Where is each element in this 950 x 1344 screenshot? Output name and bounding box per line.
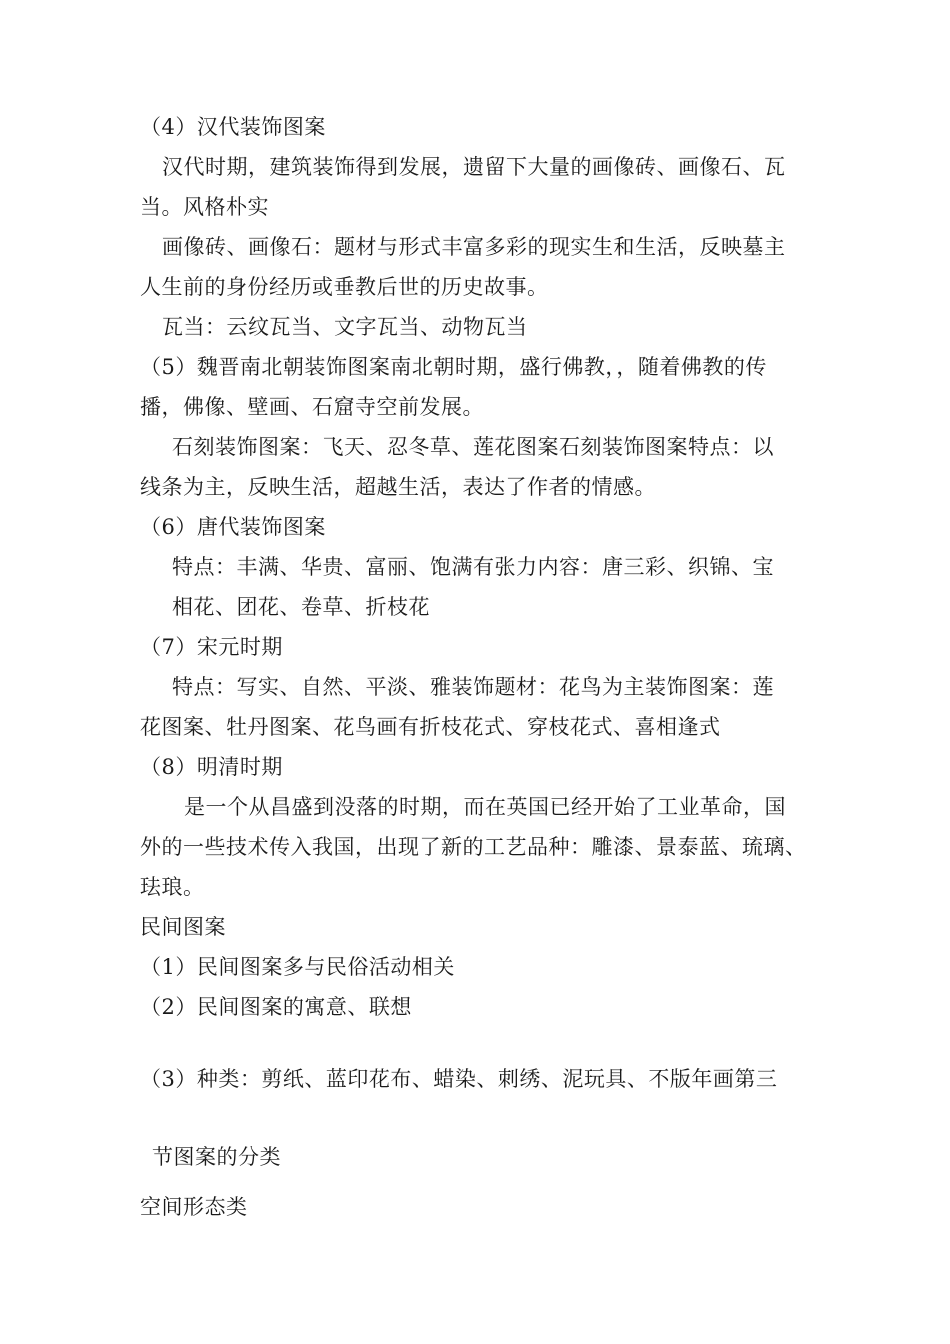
heading-weijin: （5）魏晋南北朝装饰图案南北朝时期，盛行佛教，，随着佛教的传 [140, 355, 767, 379]
paragraph-line: 珐琅。 [140, 875, 205, 899]
list-item: （2）民间图案的寓意、联想 [140, 995, 412, 1019]
paragraph-line: 相花、团花、卷草、折枝花 [172, 595, 430, 619]
paragraph-line: 石刻装饰图案：飞天、忍冬草、莲花图案石刻装饰图案特点：以 [172, 435, 774, 459]
paragraph-line: 播，佛像、壁画、石窟寺空前发展。 [140, 395, 484, 419]
paragraph-line: 外的一些技术传入我国，出现了新的工艺品种：雕漆、景泰蓝、琉璃、 [140, 835, 807, 859]
paragraph-line: 当。风格朴实 [140, 195, 269, 219]
list-item: （1）民间图案多与民俗活动相关 [140, 955, 455, 979]
paragraph-line: 汉代时期，建筑装饰得到发展，遗留下大量的画像砖、画像石、瓦 [162, 155, 786, 179]
list-item: （3）种类：剪纸、蓝印花布、蜡染、刺绣、泥玩具、不版年画第三 [140, 1067, 778, 1091]
heading-tang: （6）唐代装饰图案 [140, 515, 326, 539]
section-folk-patterns: 民间图案 [140, 915, 226, 939]
paragraph-line: 瓦当：云纹瓦当、文字瓦当、动物瓦当 [162, 315, 528, 339]
heading-songyuan: （7）宋元时期 [140, 635, 283, 659]
paragraph-line: 线条为主，反映生活，超越生活，表达了作者的情感。 [140, 475, 656, 499]
subsection-title: 空间形态类 [140, 1195, 248, 1219]
paragraph-line: 特点：丰满、华贵、富丽、饱满有张力内容：唐三彩、织锦、宝 [172, 555, 774, 579]
paragraph-line: 画像砖、画像石：题材与形式丰富多彩的现实生和生活，反映墓主 [162, 235, 786, 259]
section-title: 节图案的分类 [152, 1145, 281, 1169]
paragraph-line: 是一个从昌盛到没落的时期，而在英国已经开始了工业革命，国 [184, 795, 786, 819]
heading-mingqing: （8）明清时期 [140, 755, 283, 779]
paragraph-line: 人生前的身份经历或垂教后世的历史故事。 [140, 275, 549, 299]
paragraph-line: 花图案、牡丹图案、花鸟画有折枝花式、穿枝花式、喜相逢式 [140, 715, 721, 739]
heading-han: （4）汉代装饰图案 [140, 115, 326, 139]
paragraph-line: 特点：写实、自然、平淡、雅装饰题材：花鸟为主装饰图案：莲 [172, 675, 774, 699]
